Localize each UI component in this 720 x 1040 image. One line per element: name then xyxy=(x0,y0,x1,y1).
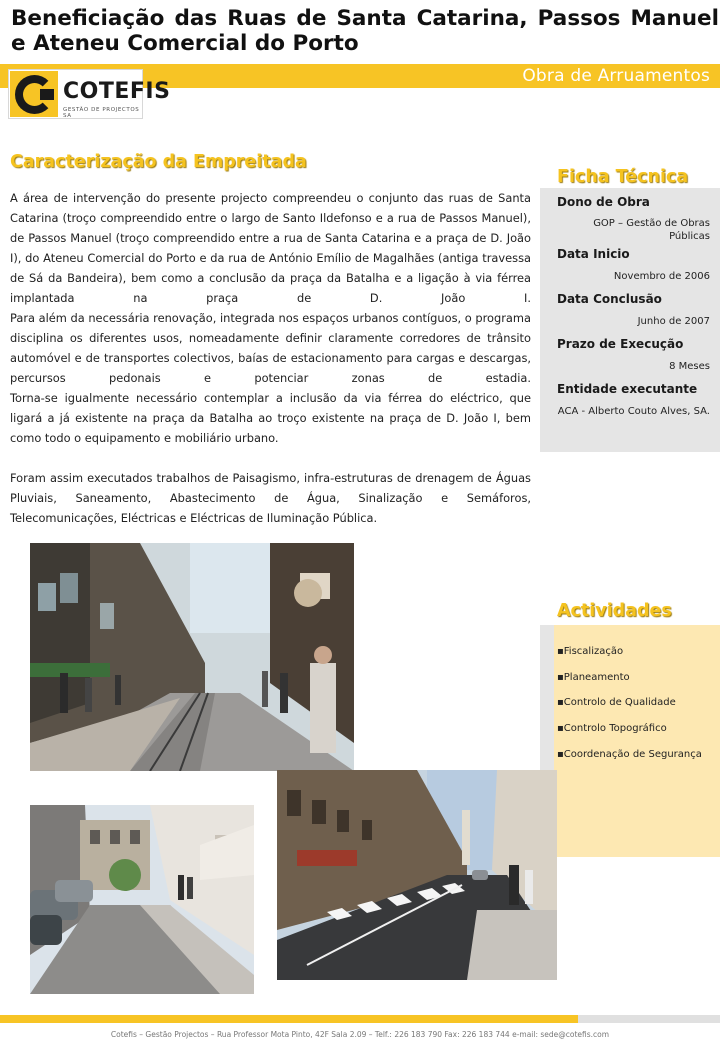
ficha-value-entidade: ACA - Alberto Couto Alves, SA. xyxy=(557,406,710,417)
ficha-label-conclusao: Data Conclusão xyxy=(557,292,662,306)
ficha-title: Ficha Técnica xyxy=(557,167,689,187)
company-logo xyxy=(8,69,171,119)
logo-name: COTEFIS xyxy=(63,79,171,104)
photo-crosswalk-street xyxy=(277,770,557,980)
ficha-value-dono: GOP – Gestão de Obras Públicas xyxy=(593,218,710,242)
paragraph: Para além da necessária renovação, integrada nos espaços urbanos contíguos, o programa disciplina os diferentes usos, nomeadamente definir claramente corredores de trânsito automóvel e de transportes colectivos, baías de estacionamento para cargas e descargas, percursos pedonais e potenciar zonas de estadia. xyxy=(10,311,531,385)
section-title: Caracterização da Empreitada xyxy=(10,152,307,172)
actividades-panel xyxy=(540,625,720,857)
photo-street-tram xyxy=(30,543,354,771)
page-title: Beneficiação das Ruas de Santa Catarina, Passos Manuel e Ateneu Comercial do Porto xyxy=(11,6,719,56)
ficha-value-prazo: 8 Meses xyxy=(669,361,710,372)
logo-mark xyxy=(10,71,58,117)
actividades-title: Actividades xyxy=(557,601,672,621)
header-subtitle: Obra de Arruamentos xyxy=(522,66,710,86)
photo-side-street xyxy=(30,805,254,994)
logo-bar-icon xyxy=(40,89,54,100)
actividade-item: ▪Fiscalização xyxy=(557,646,624,657)
ficha-label-entidade: Entidade executante xyxy=(557,382,698,396)
ficha-label-prazo: Prazo de Execução xyxy=(557,337,684,351)
actividade-item: ▪Planeamento xyxy=(557,672,630,683)
ficha-label-inicio: Data Inicio xyxy=(557,247,630,261)
actividade-item: ▪Controlo Topográfico xyxy=(557,723,667,734)
actividade-item: ▪Controlo de Qualidade xyxy=(557,697,676,708)
ficha-value-inicio: Novembro de 2006 xyxy=(613,271,710,282)
ficha-value-conclusao: Junho de 2007 xyxy=(637,316,710,327)
footer-contact: Cotefis – Gestão Projectos – Rua Professor Mota Pinto, 42F Sala 2.09 – Telf.: 226 183 790 Fax: 226 183 744 e-mail: sede@cotefis.com xyxy=(110,1030,610,1039)
footer-band-grey xyxy=(578,1015,720,1023)
paragraph: Foram assim executados trabalhos de Paisagismo, infra-estruturas de drenagem de Águas Pluviais, Saneamento, Abastecimento de Água, Sinalização e Semáforos, Telecomunicações, Eléctricas e Eléctricas de Iluminação Pública. xyxy=(10,471,531,525)
paragraph: Torna-se igualmente necessário contemplar a inclusão da via férrea do eléctrico, que ligará a já existente na praça da Batalha ao troço existente na praça de D. João I, bem como todo o equipamento e mobiliário urbano. xyxy=(10,391,531,445)
ficha-label-dono: Dono de Obra xyxy=(557,195,650,209)
actividade-item: ▪Coordenação de Segurança xyxy=(557,749,702,760)
logo-tagline: GESTÃO DE PROJECTOS SA xyxy=(63,107,140,119)
paragraph: A área de intervenção do presente projecto compreendeu o conjunto das ruas de Santa Catarina (troço compreendido entre o largo de Santo Ildefonso e a rua de Passos Manuel), de Passos Manuel (troço compreendido entre a rua de Santa Catarina e a praça de D. João I), do Ateneu Comercial do Porto e da rua de António Emílio de Magalhães (antiga travessa de Sá da Bandeira), bem como a conclusão da praça da Batalha e a ligação à via férrea implantada na praça de D. João I. xyxy=(10,191,531,305)
section-body xyxy=(10,188,531,528)
